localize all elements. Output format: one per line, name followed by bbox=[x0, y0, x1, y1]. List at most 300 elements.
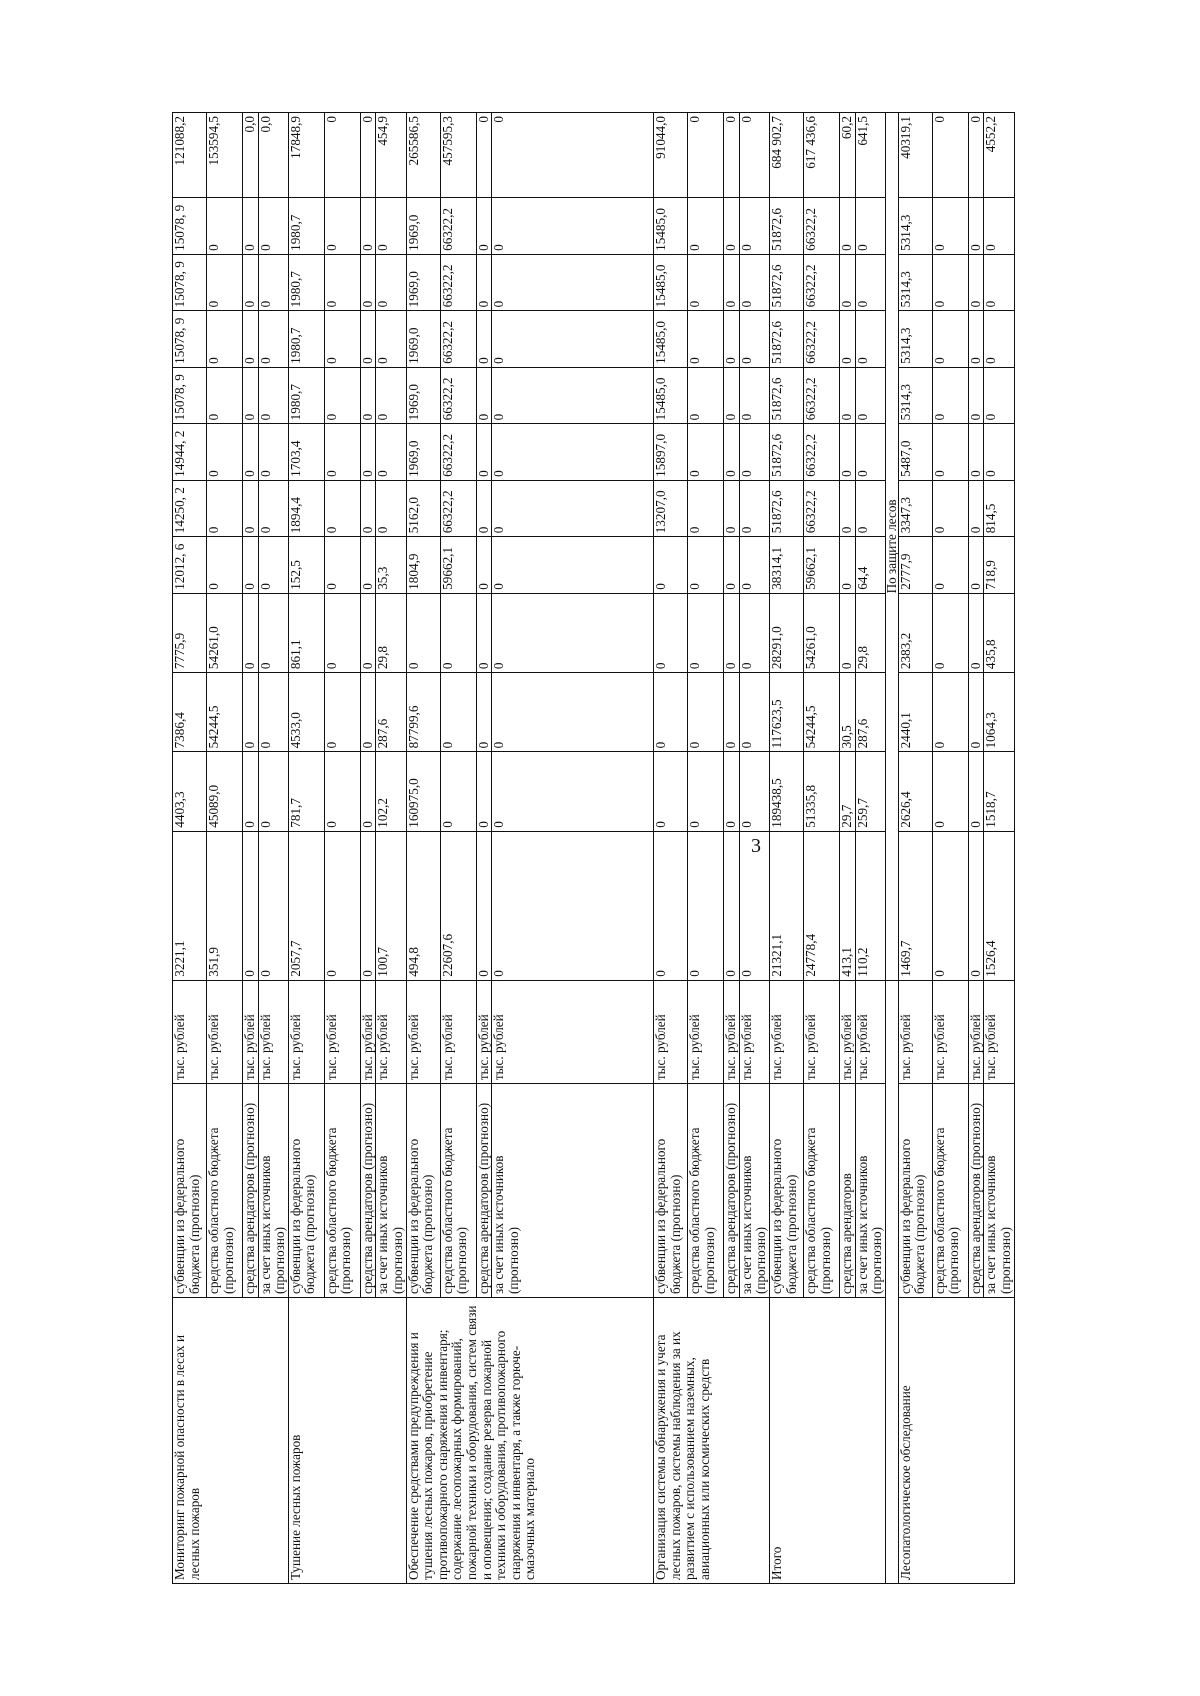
value-cell: 0 bbox=[360, 254, 376, 310]
value-cell: 0 bbox=[839, 311, 855, 367]
value-cell: 0 bbox=[724, 424, 740, 480]
value-cell: 0 bbox=[932, 198, 968, 254]
value-cell: 0 bbox=[654, 752, 688, 831]
value-cell: 0 bbox=[207, 367, 243, 423]
value-cell: 0 bbox=[932, 752, 968, 831]
rotated-table-container bbox=[172, 112, 1020, 1584]
unit-cell: тыс. рублей bbox=[932, 980, 968, 1083]
value-cell: 0 bbox=[654, 673, 688, 752]
value-cell: 435,8 bbox=[984, 593, 1014, 672]
unit-cell: тыс. рублей bbox=[360, 980, 376, 1083]
value-cell: 1703,4 bbox=[288, 424, 324, 480]
unit-cell: тыс. рублей bbox=[243, 980, 259, 1083]
funding-source: субвенции из федерального бюджета (прогнозно) bbox=[173, 1084, 207, 1298]
unit-cell: тыс. рублей bbox=[898, 980, 932, 1083]
value-cell: 0 bbox=[724, 113, 740, 198]
value-cell: 0 bbox=[654, 593, 688, 672]
value-cell: 0 bbox=[839, 537, 855, 593]
value-cell: 13207,0 bbox=[654, 480, 688, 536]
value-cell: 29,8 bbox=[855, 593, 885, 672]
value-cell: 0 bbox=[360, 367, 376, 423]
table-row bbox=[654, 113, 688, 1584]
value-cell: 0 bbox=[376, 480, 406, 536]
value-cell: 0 bbox=[360, 198, 376, 254]
value-cell: 87799,6 bbox=[406, 673, 440, 752]
value-cell: 51872,6 bbox=[769, 198, 803, 254]
value-cell: 2777,9 bbox=[898, 537, 932, 593]
value-cell: 0 bbox=[324, 113, 360, 198]
value-cell: 0,0 bbox=[243, 113, 259, 198]
measure-name: Лесопатологическое обследование bbox=[898, 1297, 1014, 1583]
value-cell: 0 bbox=[839, 254, 855, 310]
funding-source: за счет иных источников (прогнозно) bbox=[376, 1084, 406, 1298]
value-cell: 66322,2 bbox=[803, 424, 839, 480]
value-cell: 0 bbox=[324, 198, 360, 254]
funding-source: средства областного бюджета (прогнозно) bbox=[440, 1084, 476, 1298]
value-cell: 1969,0 bbox=[406, 254, 440, 310]
value-cell: 3221,1 bbox=[173, 831, 207, 980]
value-cell: 66322,2 bbox=[803, 198, 839, 254]
value-cell: 259,7 bbox=[855, 752, 885, 831]
value-cell: 51872,6 bbox=[769, 311, 803, 367]
value-cell: 0 bbox=[207, 480, 243, 536]
value-cell: 0 bbox=[724, 593, 740, 672]
value-cell: 38314,1 bbox=[769, 537, 803, 593]
value-cell: 100,7 bbox=[376, 831, 406, 980]
value-cell: 0 bbox=[688, 673, 724, 752]
value-cell: 0 bbox=[476, 311, 492, 367]
value-cell: 5314,3 bbox=[898, 311, 932, 367]
unit-cell: тыс. рублей bbox=[492, 980, 654, 1083]
unit-cell: тыс. рублей bbox=[476, 980, 492, 1083]
value-cell: 0 bbox=[207, 537, 243, 593]
value-cell: 0 bbox=[984, 198, 1014, 254]
value-cell: 0 bbox=[324, 424, 360, 480]
section-blank bbox=[885, 980, 898, 1583]
value-cell: 413,1 bbox=[839, 831, 855, 980]
value-cell: 4533,0 bbox=[288, 673, 324, 752]
value-cell: 0 bbox=[739, 311, 769, 367]
section-title: По защите лесов bbox=[885, 113, 898, 981]
value-cell: 0 bbox=[688, 752, 724, 831]
value-cell: 641,5 bbox=[855, 113, 885, 198]
value-cell: 0 bbox=[984, 254, 1014, 310]
value-cell: 5314,3 bbox=[898, 367, 932, 423]
value-cell: 0,0 bbox=[258, 113, 288, 198]
value-cell: 0 bbox=[476, 198, 492, 254]
value-cell: 0 bbox=[476, 831, 492, 980]
value-cell: 0 bbox=[492, 424, 654, 480]
value-cell: 0 bbox=[688, 367, 724, 423]
value-cell: 59662,1 bbox=[440, 537, 476, 593]
table-row bbox=[769, 113, 803, 1584]
value-cell: 0 bbox=[207, 198, 243, 254]
value-cell: 0 bbox=[492, 480, 654, 536]
value-cell: 0 bbox=[258, 424, 288, 480]
value-cell: 0 bbox=[324, 480, 360, 536]
value-cell: 0 bbox=[440, 673, 476, 752]
value-cell: 0 bbox=[839, 367, 855, 423]
value-cell: 2440,1 bbox=[898, 673, 932, 752]
unit-cell: тыс. рублей bbox=[968, 980, 984, 1083]
value-cell: 0 bbox=[360, 113, 376, 198]
value-cell: 0 bbox=[360, 424, 376, 480]
value-cell: 0 bbox=[324, 752, 360, 831]
unit-cell: тыс. рублей bbox=[654, 980, 688, 1083]
funding-source: за счет иных источников (прогнозно) bbox=[258, 1084, 288, 1298]
value-cell: 0 bbox=[324, 537, 360, 593]
value-cell: 0 bbox=[492, 198, 654, 254]
value-cell: 17848,9 bbox=[288, 113, 324, 198]
value-cell: 0 bbox=[258, 367, 288, 423]
value-cell: 781,7 bbox=[288, 752, 324, 831]
value-cell: 0 bbox=[968, 424, 984, 480]
value-cell: 2383,2 bbox=[898, 593, 932, 672]
value-cell: 0 bbox=[739, 113, 769, 198]
value-cell: 15897,0 bbox=[654, 424, 688, 480]
value-cell: 0 bbox=[839, 424, 855, 480]
funding-source: средства арендаторов (прогнозно) bbox=[476, 1084, 492, 1298]
value-cell: 0 bbox=[258, 311, 288, 367]
value-cell: 15485,0 bbox=[654, 254, 688, 310]
value-cell: 110,2 bbox=[855, 831, 885, 980]
value-cell: 0 bbox=[739, 424, 769, 480]
value-cell: 66322,2 bbox=[440, 311, 476, 367]
value-cell: 12012, 6 bbox=[173, 537, 207, 593]
value-cell: 51335,8 bbox=[803, 752, 839, 831]
value-cell: 0 bbox=[932, 673, 968, 752]
value-cell: 0 bbox=[476, 254, 492, 310]
value-cell: 0 bbox=[476, 673, 492, 752]
funding-source: средства арендаторов (прогнозно) bbox=[360, 1084, 376, 1298]
value-cell: 28291,0 bbox=[769, 593, 803, 672]
value-cell: 0 bbox=[243, 673, 259, 752]
value-cell: 0 bbox=[258, 537, 288, 593]
value-cell: 121088,2 bbox=[173, 113, 207, 198]
unit-cell: тыс. рублей bbox=[258, 980, 288, 1083]
value-cell: 0 bbox=[258, 480, 288, 536]
value-cell: 0 bbox=[243, 311, 259, 367]
value-cell: 0 bbox=[476, 480, 492, 536]
page-number: 3 bbox=[751, 835, 761, 857]
value-cell: 1980,7 bbox=[288, 367, 324, 423]
value-cell: 0 bbox=[968, 593, 984, 672]
value-cell: 0 bbox=[688, 593, 724, 672]
value-cell: 0 bbox=[688, 537, 724, 593]
value-cell: 0 bbox=[476, 752, 492, 831]
value-cell: 15485,0 bbox=[654, 367, 688, 423]
value-cell: 30,5 bbox=[839, 673, 855, 752]
value-cell: 0 bbox=[258, 673, 288, 752]
value-cell: 0 bbox=[855, 254, 885, 310]
value-cell: 0 bbox=[243, 593, 259, 672]
value-cell: 3347,3 bbox=[898, 480, 932, 536]
unit-cell: тыс. рублей bbox=[324, 980, 360, 1083]
value-cell: 117623,5 bbox=[769, 673, 803, 752]
value-cell: 0 bbox=[324, 311, 360, 367]
value-cell: 66322,2 bbox=[440, 198, 476, 254]
value-cell: 0 bbox=[984, 367, 1014, 423]
value-cell: 21321,1 bbox=[769, 831, 803, 980]
value-cell: 15485,0 bbox=[654, 311, 688, 367]
unit-cell: тыс. рублей bbox=[724, 980, 740, 1083]
value-cell: 0 bbox=[839, 198, 855, 254]
funding-source: субвенции из федерального бюджета (прогнозно) bbox=[406, 1084, 440, 1298]
value-cell: 0 bbox=[492, 752, 654, 831]
measure-name: Обеспечение средствами предупреждения и тушения лесных пожаров, приобретение противопожарного снаряжения и инвентаря; содержание лесопожарных формирований, пожарной техники и оборудования, систем связи и оповещения; создание резерва пожарной техники и оборудования, противопожарного снаряжения и инвентаря, а также горюче-смазочных материало bbox=[406, 1297, 654, 1583]
value-cell: 0 bbox=[724, 752, 740, 831]
value-cell: 7386,4 bbox=[173, 673, 207, 752]
value-cell: 0 bbox=[724, 311, 740, 367]
value-cell: 0 bbox=[243, 198, 259, 254]
funding-source: средства арендаторов (прогнозно) bbox=[968, 1084, 984, 1298]
value-cell: 59662,1 bbox=[803, 537, 839, 593]
value-cell: 287,6 bbox=[376, 673, 406, 752]
funding-source: за счет иных источников (прогнозно) bbox=[739, 1084, 769, 1298]
value-cell: 0 bbox=[739, 673, 769, 752]
value-cell: 0 bbox=[492, 673, 654, 752]
value-cell: 0 bbox=[360, 311, 376, 367]
value-cell: 1469,7 bbox=[898, 831, 932, 980]
value-cell: 0 bbox=[492, 254, 654, 310]
value-cell: 0 bbox=[324, 367, 360, 423]
value-cell: 0 bbox=[492, 537, 654, 593]
value-cell: 0 bbox=[654, 831, 688, 980]
value-cell: 494,8 bbox=[406, 831, 440, 980]
value-cell: 0 bbox=[724, 537, 740, 593]
value-cell: 0 bbox=[258, 752, 288, 831]
value-cell: 287,6 bbox=[855, 673, 885, 752]
value-cell: 0 bbox=[739, 537, 769, 593]
value-cell: 0 bbox=[968, 831, 984, 980]
funding-source: за счет иных источников (прогнозно) bbox=[492, 1084, 654, 1298]
value-cell: 0 bbox=[739, 254, 769, 310]
value-cell: 0 bbox=[243, 537, 259, 593]
value-cell: 814,5 bbox=[984, 480, 1014, 536]
value-cell: 1969,0 bbox=[406, 424, 440, 480]
value-cell: 189438,5 bbox=[769, 752, 803, 831]
value-cell: 15485,0 bbox=[654, 198, 688, 254]
value-cell: 64,4 bbox=[855, 537, 885, 593]
value-cell: 0 bbox=[207, 311, 243, 367]
value-cell: 2626,4 bbox=[898, 752, 932, 831]
value-cell: 0 bbox=[688, 113, 724, 198]
value-cell: 861,1 bbox=[288, 593, 324, 672]
value-cell: 5314,3 bbox=[898, 198, 932, 254]
value-cell: 0 bbox=[258, 593, 288, 672]
budget-table bbox=[172, 112, 1015, 1584]
value-cell: 0 bbox=[492, 831, 654, 980]
value-cell: 0 bbox=[360, 593, 376, 672]
value-cell: 66322,2 bbox=[440, 367, 476, 423]
value-cell: 0 bbox=[492, 593, 654, 672]
funding-source: средства арендаторов bbox=[839, 1084, 855, 1298]
value-cell: 0 bbox=[476, 537, 492, 593]
value-cell: 45089,0 bbox=[207, 752, 243, 831]
value-cell: 102,2 bbox=[376, 752, 406, 831]
value-cell: 15078, 9 bbox=[173, 367, 207, 423]
funding-source: субвенции из федерального бюджета (прогнозно) bbox=[654, 1084, 688, 1298]
value-cell: 60,2 bbox=[839, 113, 855, 198]
value-cell: 66322,2 bbox=[440, 480, 476, 536]
value-cell: 0 bbox=[739, 480, 769, 536]
value-cell: 0 bbox=[360, 537, 376, 593]
value-cell: 160975,0 bbox=[406, 752, 440, 831]
table-body bbox=[173, 113, 1015, 1584]
value-cell: 4552,2 bbox=[984, 113, 1014, 198]
value-cell: 29,8 bbox=[376, 593, 406, 672]
funding-source: субвенции из федерального бюджета (прогнозно) bbox=[769, 1084, 803, 1298]
unit-cell: тыс. рублей bbox=[855, 980, 885, 1083]
value-cell: 0 bbox=[855, 480, 885, 536]
value-cell: 66322,2 bbox=[803, 480, 839, 536]
unit-cell: тыс. рублей bbox=[406, 980, 440, 1083]
value-cell: 51872,6 bbox=[769, 254, 803, 310]
value-cell: 0 bbox=[688, 480, 724, 536]
value-cell: 0 bbox=[324, 254, 360, 310]
value-cell: 0 bbox=[376, 254, 406, 310]
value-cell: 1518,7 bbox=[984, 752, 1014, 831]
value-cell: 0 bbox=[654, 537, 688, 593]
value-cell: 0 bbox=[476, 113, 492, 198]
value-cell: 0 bbox=[932, 311, 968, 367]
value-cell: 22607,6 bbox=[440, 831, 476, 980]
funding-source: субвенции из федерального бюджета (прогнозно) bbox=[288, 1084, 324, 1298]
funding-source: субвенции из федерального бюджета (прогнозно) bbox=[898, 1084, 932, 1298]
value-cell: 0 bbox=[360, 752, 376, 831]
unit-cell: тыс. рублей bbox=[288, 980, 324, 1083]
value-cell: 1969,0 bbox=[406, 311, 440, 367]
value-cell: 66322,2 bbox=[440, 254, 476, 310]
value-cell: 66322,2 bbox=[440, 424, 476, 480]
measure-name: Тушение лесных пожаров bbox=[288, 1297, 406, 1583]
value-cell: 66322,2 bbox=[803, 367, 839, 423]
unit-cell: тыс. рублей bbox=[769, 980, 803, 1083]
value-cell: 0 bbox=[855, 311, 885, 367]
value-cell: 152,5 bbox=[288, 537, 324, 593]
value-cell: 0 bbox=[492, 113, 654, 198]
value-cell: 4403,3 bbox=[173, 752, 207, 831]
value-cell: 0 bbox=[243, 831, 259, 980]
value-cell: 0 bbox=[968, 537, 984, 593]
value-cell: 0 bbox=[243, 480, 259, 536]
value-cell: 0 bbox=[688, 831, 724, 980]
funding-source: средства областного бюджета (прогнозно) bbox=[932, 1084, 968, 1298]
value-cell: 0 bbox=[324, 593, 360, 672]
value-cell: 0 bbox=[984, 311, 1014, 367]
value-cell: 684 902,7 bbox=[769, 113, 803, 198]
unit-cell: тыс. рублей bbox=[839, 980, 855, 1083]
value-cell: 617 436,6 bbox=[803, 113, 839, 198]
unit-cell: тыс. рублей bbox=[803, 980, 839, 1083]
value-cell: 1526,4 bbox=[984, 831, 1014, 980]
value-cell: 0 bbox=[968, 254, 984, 310]
value-cell: 0 bbox=[688, 198, 724, 254]
value-cell: 0 bbox=[258, 254, 288, 310]
value-cell: 2057,7 bbox=[288, 831, 324, 980]
value-cell: 1804,9 bbox=[406, 537, 440, 593]
value-cell: 1969,0 bbox=[406, 198, 440, 254]
value-cell: 54261,0 bbox=[207, 593, 243, 672]
value-cell: 0 bbox=[324, 673, 360, 752]
value-cell: 0 bbox=[724, 367, 740, 423]
value-cell: 0 bbox=[968, 113, 984, 198]
value-cell: 0 bbox=[688, 311, 724, 367]
value-cell: 265586,5 bbox=[406, 113, 440, 198]
value-cell: 0 bbox=[739, 367, 769, 423]
value-cell: 0 bbox=[476, 367, 492, 423]
value-cell: 1969,0 bbox=[406, 367, 440, 423]
unit-cell: тыс. рублей bbox=[984, 980, 1014, 1083]
value-cell: 1980,7 bbox=[288, 311, 324, 367]
funding-source: средства областного бюджета (прогнозно) bbox=[324, 1084, 360, 1298]
value-cell: 0 bbox=[932, 254, 968, 310]
value-cell: 0 bbox=[324, 831, 360, 980]
value-cell: 0 bbox=[243, 752, 259, 831]
unit-cell: тыс. рублей bbox=[173, 980, 207, 1083]
value-cell: 0 bbox=[492, 367, 654, 423]
value-cell: 0 bbox=[243, 424, 259, 480]
value-cell: 0 bbox=[984, 424, 1014, 480]
value-cell: 35,3 bbox=[376, 537, 406, 593]
value-cell: 0 bbox=[440, 752, 476, 831]
unit-cell: тыс. рублей bbox=[376, 980, 406, 1083]
value-cell: 40319,1 bbox=[898, 113, 932, 198]
value-cell: 0 bbox=[932, 113, 968, 198]
unit-cell: тыс. рублей bbox=[739, 980, 769, 1083]
value-cell: 66322,2 bbox=[803, 311, 839, 367]
value-cell: 0 bbox=[406, 593, 440, 672]
value-cell: 0 bbox=[724, 198, 740, 254]
value-cell: 0 bbox=[932, 537, 968, 593]
value-cell: 0 bbox=[492, 311, 654, 367]
value-cell: 0 bbox=[258, 198, 288, 254]
value-cell: 0 bbox=[932, 593, 968, 672]
value-cell: 0 bbox=[932, 480, 968, 536]
value-cell: 29,7 bbox=[839, 752, 855, 831]
value-cell: 15078, 9 bbox=[173, 254, 207, 310]
value-cell: 0 bbox=[360, 831, 376, 980]
value-cell: 0 bbox=[739, 831, 769, 980]
value-cell: 0 bbox=[724, 480, 740, 536]
value-cell: 0 bbox=[376, 311, 406, 367]
value-cell: 0 bbox=[932, 424, 968, 480]
value-cell: 0 bbox=[207, 424, 243, 480]
value-cell: 1894,4 bbox=[288, 480, 324, 536]
value-cell: 15078, 9 bbox=[173, 198, 207, 254]
table-row bbox=[173, 113, 207, 1584]
value-cell: 24778,4 bbox=[803, 831, 839, 980]
funding-source: средства областного бюджета (прогнозно) bbox=[688, 1084, 724, 1298]
value-cell: 1980,7 bbox=[288, 254, 324, 310]
value-cell: 1980,7 bbox=[288, 198, 324, 254]
value-cell: 0 bbox=[688, 254, 724, 310]
table-row bbox=[406, 113, 440, 1584]
unit-cell: тыс. рублей bbox=[688, 980, 724, 1083]
funding-source: средства областного бюджета (прогнозно) bbox=[207, 1084, 243, 1298]
value-cell: 0 bbox=[360, 673, 376, 752]
value-cell: 0 bbox=[476, 424, 492, 480]
value-cell: 51872,6 bbox=[769, 424, 803, 480]
value-cell: 0 bbox=[932, 367, 968, 423]
section-row bbox=[885, 113, 898, 1584]
value-cell: 0 bbox=[440, 593, 476, 672]
value-cell: 0 bbox=[968, 311, 984, 367]
value-cell: 0 bbox=[968, 480, 984, 536]
value-cell: 0 bbox=[243, 254, 259, 310]
value-cell: 0 bbox=[243, 367, 259, 423]
value-cell: 0 bbox=[839, 480, 855, 536]
